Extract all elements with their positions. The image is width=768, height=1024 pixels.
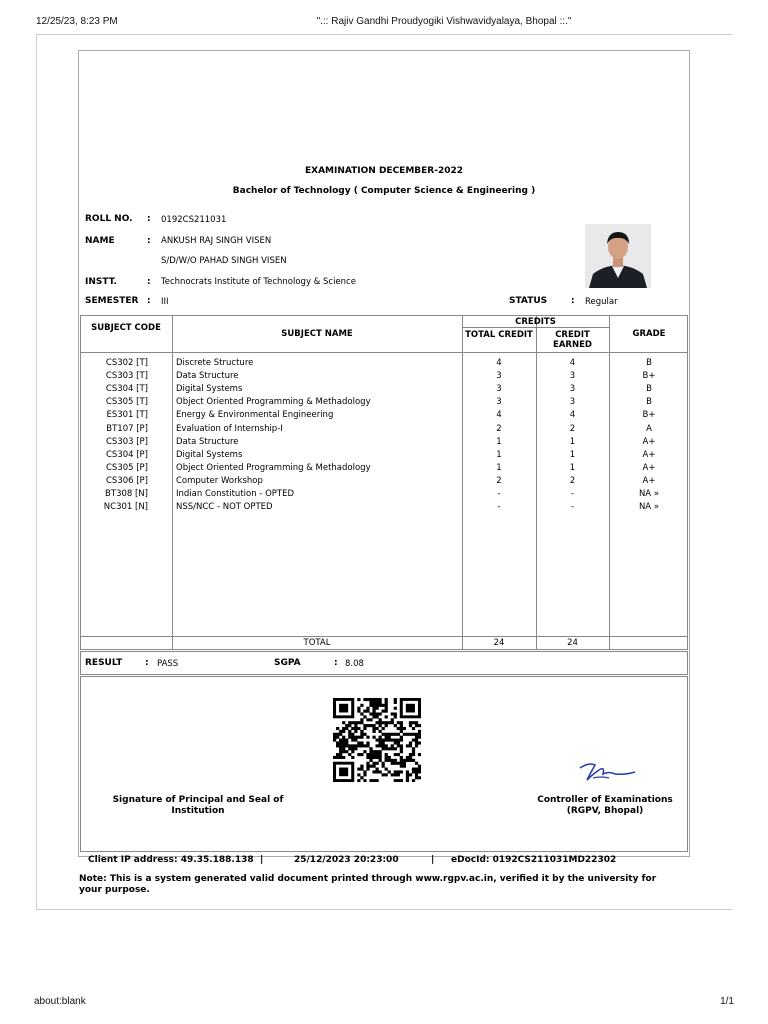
total-credit: 4 [496,410,502,421]
sgpa-label: SGPA [274,658,301,668]
header-subject-code: SUBJECT CODE [91,323,161,333]
institute-colon: : [147,277,151,287]
subject-code: CS305 [T] [105,397,148,408]
grade: NA » [638,489,660,499]
status-value: Regular [585,297,618,307]
total-credit: - [497,502,501,513]
grade: A+ [642,475,656,486]
grade: B [646,397,652,408]
subject-name: Data Structure [176,371,239,382]
subject-code: BT308 [N] [105,489,148,499]
semester-label: SEMESTER [85,296,139,306]
credit-earned: 1 [569,449,576,460]
credit-earned: 3 [569,397,576,408]
semester-value: III [161,297,169,307]
system-note: Note: This is a system generated valid document printed through www.rgpv.ac.in, verified it by the university for your purpose. [79,874,657,895]
credit-earned: 2 [569,423,576,434]
subject-name: Digital Systems [176,384,243,395]
total-credit: 1 [496,462,502,473]
name-value: ANKUSH RAJ SINGH VISEN [161,236,272,246]
subject-code: CS303 [T] [105,371,148,382]
semester-colon: : [147,296,151,306]
subject-name: Energy & Environmental Engineering [176,410,334,421]
name-colon: : [147,236,151,246]
credit-earned: 4 [569,410,576,421]
credit-earned: - [570,489,575,499]
total-credit: 2 [496,423,502,434]
institute-label: INSTT. [85,277,117,287]
subject-code: CS304 [T] [105,384,148,395]
total-credit-value: 24 [493,638,505,648]
credit-earned: - [570,502,575,513]
grade: B+ [642,410,656,421]
grade: A+ [642,449,656,460]
separator-1: | [260,855,264,865]
program-title: Bachelor of Technology ( Computer Science & Engineering ) [232,186,536,196]
status-colon: : [571,296,575,306]
total-credit: 2 [496,475,502,486]
roll-label: ROLL NO. [85,214,133,224]
header-credit-earned: CREDIT EARNED [553,330,592,350]
subject-name: NSS/NCC - NOT OPTED [176,502,273,513]
result-label: RESULT [85,658,123,668]
total-earned-value: 24 [567,638,578,648]
credit-earned: 1 [569,436,576,447]
separator-2: | [431,855,435,865]
credit-earned: 3 [569,371,576,382]
subject-name: Object Oriented Programming & Methadology [176,397,371,408]
roll-value: 0192CS211031 [161,215,227,225]
edoc-id: eDocId: 0192CS211031MD22302 [451,855,617,865]
print-page-title: ".:: Rajiv Gandhi Proudyogiki Vishwavidyalaya, Bhopal ::." [316,16,572,27]
header-grade: GRADE [632,329,666,339]
subject-name: Indian Constitution - OPTED [176,489,294,499]
subject-code: ES301 [T] [106,410,148,421]
controller-label: Controller of Examinations [537,795,673,805]
total-credit: 1 [496,436,502,447]
controller-org: (RGPV, Bhopal) [566,806,644,816]
total-credit: - [497,489,501,499]
subject-code: NC301 [N] [103,502,148,513]
subject-code: CS303 [P] [105,436,148,447]
credit-earned: 1 [569,462,576,473]
total-credit: 1 [496,449,502,460]
principal-signature-label: Signature of Principal and Seal of Institution [112,795,284,816]
client-ip: Client IP address: 49.35.188.138 [88,855,254,865]
student-photo [585,224,651,288]
subject-name: Discrete Structure [176,358,254,368]
header-credits: CREDITS [515,317,556,327]
subject-code: CS302 [T] [105,358,148,368]
exam-title: EXAMINATION DECEMBER-2022 [304,166,463,176]
subject-name: Data Structure [176,436,239,447]
subject-code: CS305 [P] [105,462,148,473]
grade: B [646,384,652,395]
name-label: NAME [85,236,115,246]
header-subject-name: SUBJECT NAME [281,329,353,339]
subject-name: Evaluation of Internship-I [176,423,283,434]
grade: NA » [638,502,660,513]
subject-code: CS306 [P] [105,475,148,486]
result-value: PASS [157,659,179,669]
status-label: STATUS [509,296,548,306]
total-credit: 3 [496,397,502,408]
print-datetime: 12/25/23, 8:23 PM [36,16,118,27]
subject-code: BT107 [P] [106,423,148,434]
subject-code: CS304 [P] [105,449,148,460]
total-credit: 3 [496,384,502,395]
qr-code [333,698,421,782]
grade: B+ [642,371,656,382]
credit-earned: 3 [569,384,576,395]
print-page-number: 1/1 [720,996,734,1007]
subject-name: Digital Systems [176,449,243,460]
roll-colon: : [147,214,151,224]
credit-earned: 4 [569,358,576,368]
sgpa-colon: : [334,658,338,668]
credit-earned: 2 [569,475,576,486]
controller-signature [575,756,639,786]
subject-name: Object Oriented Programming & Methadology [176,462,371,473]
grade: A+ [642,436,656,447]
parent-value: S/D/W/O PAHAD SINGH VISEN [161,256,287,266]
print-timestamp: 25/12/2023 20:23:00 [294,855,399,865]
result-colon: : [145,658,149,668]
total-label: TOTAL [303,638,331,648]
total-credit: 3 [496,371,502,382]
print-url: about:blank [34,996,86,1007]
grade: A+ [642,462,656,473]
total-credit: 4 [496,358,502,368]
subject-name: Computer Workshop [176,475,263,486]
sgpa-value: 8.08 [345,659,364,669]
grade: B [646,358,652,368]
grade: A [646,423,652,434]
header-total-credit: TOTAL CREDIT [465,330,533,340]
institute-value: Technocrats Institute of Technology & Science [161,277,356,287]
